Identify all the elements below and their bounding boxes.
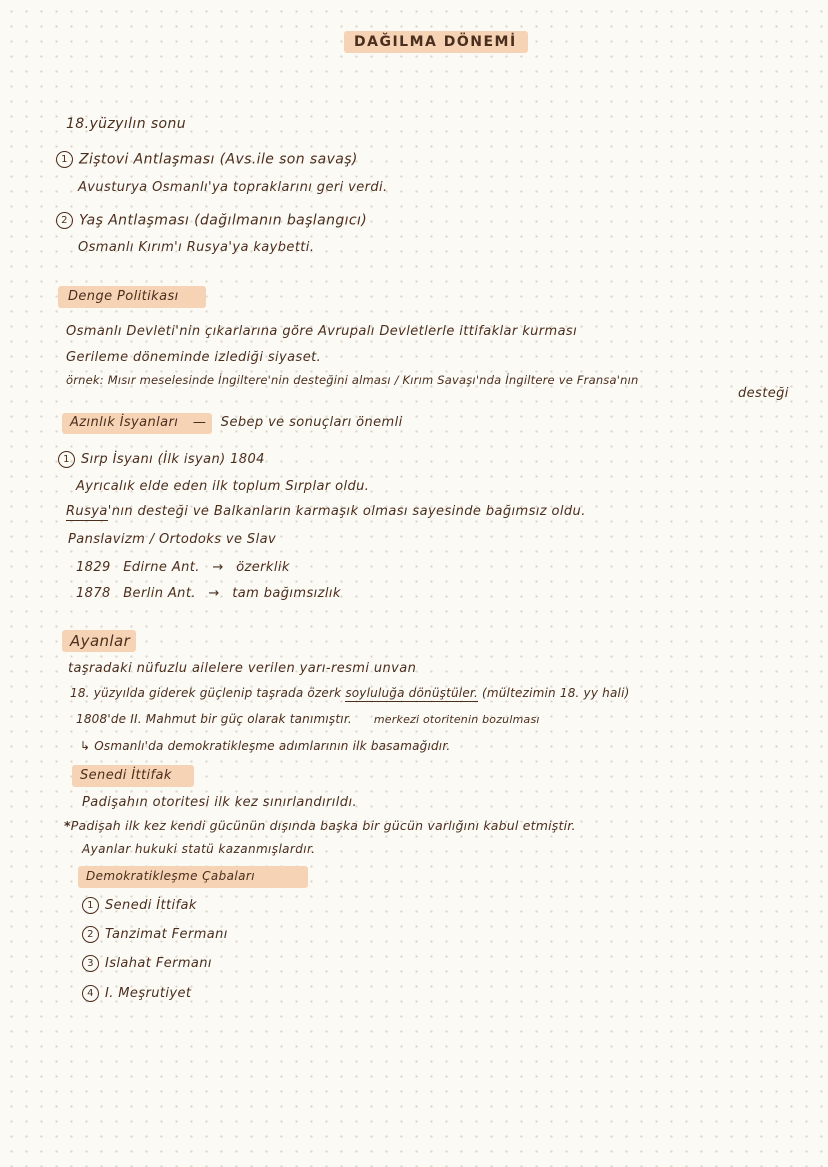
ayanlar-line-3b: II. Mahmut bir güç olarak tanımıştır. xyxy=(130,712,352,726)
demok-item-1-text: Senedi İttifak xyxy=(105,898,197,913)
demok-item-4 xyxy=(82,985,191,1002)
azinlik-heading: Azınlık İsyanları xyxy=(70,415,179,430)
edirne-line xyxy=(76,560,290,575)
demok-item-2-text: Tanzimat Fermanı xyxy=(105,927,228,942)
sened-line-1: Padişahın otoritesi ilk kez sınırlandırıldı. xyxy=(82,795,357,810)
number-1-badge-b: 1 xyxy=(58,451,75,468)
azinlik-line-3: Panslavizm / Ortodoks ve Slav xyxy=(68,532,277,547)
treaty-2-note: Osmanlı Kırım'ı Rusya'ya kaybetti. xyxy=(78,240,315,255)
demok-item-3 xyxy=(82,955,212,972)
arrow-icon: → xyxy=(208,586,220,601)
number-3-badge-c: 3 xyxy=(82,955,99,972)
denge-line-3b: desteği xyxy=(738,386,789,401)
sened-line-3: Ayanlar hukuki statü kazanmışlardır. xyxy=(82,842,316,856)
number-4-badge-c: 4 xyxy=(82,985,99,1002)
ayanlar-line-2u: soyluluğa dönüştüler. xyxy=(345,686,478,700)
demok-item-2 xyxy=(82,926,228,943)
era-heading: 18.yüzyılın sonu xyxy=(66,116,187,132)
treaty-1-note: Avusturya Osmanlı'ya topraklarını geri verdi. xyxy=(78,180,388,195)
azinlik-note: Sebep ve sonuçları önemli xyxy=(220,415,403,430)
treaty-2-text: Yaş Antlaşması (dağılmanın başlangıcı) xyxy=(79,212,368,229)
edirne-year: 1829 xyxy=(76,560,111,575)
ayanlar-line-2 xyxy=(70,686,629,700)
sened-line-2 xyxy=(64,818,576,833)
berlin-name: Berlin Ant. xyxy=(123,586,196,601)
berlin-result: tam bağımsızlık xyxy=(232,586,341,601)
treaty-1-text: Ziştovi Antlaşması (Avs.ile son savaş) xyxy=(79,151,358,168)
denge-line-1: Osmanlı Devleti'nin çıkarlarına göre Avrupalı Devletlerle ittifaklar kurması xyxy=(66,324,578,339)
azinlik-line-1: Ayrıcalık elde eden ilk toplum Sırplar oldu. xyxy=(76,479,370,494)
number-2-badge-c: 2 xyxy=(82,926,99,943)
demok-heading: Demokratikleşme Çabaları xyxy=(86,869,255,883)
ayanlar-line-4: ↳ Osmanlı'da demokratikleşme adımlarının ilk basamağıdır. xyxy=(80,739,451,753)
ayanlar-heading: Ayanlar xyxy=(70,632,131,650)
denge-line-2: Gerileme döneminde izlediği siyaset. xyxy=(66,350,322,365)
azinlik-line-2-text: 'nın desteği ve Balkanların karmaşık olması sayesinde bağımsız oldu. xyxy=(107,504,586,519)
azinlik-line-2 xyxy=(66,504,586,519)
ayanlar-line-3 xyxy=(76,712,540,726)
number-2-badge: 2 xyxy=(56,212,73,229)
berlin-line xyxy=(76,586,341,601)
rusya-word: Rusya xyxy=(66,504,108,519)
ayanlar-line-2a: 18. yüzyılda giderek güçlenip taşrada özerk xyxy=(70,686,342,700)
treaty-1 xyxy=(56,151,358,168)
edirne-name: Edirne Ant. xyxy=(123,560,200,575)
dash: — xyxy=(192,415,207,430)
ayanlar-line-1: taşradaki nüfuzlu ailelere verilen yarı-resmi unvan xyxy=(68,661,417,676)
page-title: DAĞILMA DÖNEMİ xyxy=(354,34,517,50)
star-icon: * xyxy=(64,818,71,833)
sened-line-2-text: Padişah ilk kez kendi gücünün dışında başka bir gücün varlığını kabul etmiştir. xyxy=(70,818,576,833)
berlin-year: 1878 xyxy=(76,586,111,601)
ayanlar-line-3a: 1808'de xyxy=(76,712,127,726)
arrow-icon: → xyxy=(212,560,224,575)
sirp-isyani xyxy=(58,451,265,468)
demok-item-4-text: I. Meşrutiyet xyxy=(105,986,192,1001)
number-1-badge: 1 xyxy=(56,151,73,168)
demok-item-1 xyxy=(82,897,197,914)
denge-heading: Denge Politikası xyxy=(68,289,179,304)
ayanlar-line-2b: (mültezimin 18. yy hali) xyxy=(481,686,630,700)
demok-item-3-text: Islahat Fermanı xyxy=(105,956,212,971)
number-1-badge-c: 1 xyxy=(82,897,99,914)
treaty-2 xyxy=(56,212,367,229)
azinlik-line xyxy=(70,415,403,430)
denge-line-3: örnek: Mısır meselesinde İngiltere'nin desteğini alması / Kırım Savaşı'nda İngiltere ve Fransa'nın xyxy=(66,373,639,387)
edirne-result: özerklik xyxy=(236,560,290,575)
ayanlar-line-3c: merkezi otoritenin bozulması xyxy=(373,713,540,726)
sirp-isyani-text: Sırp İsyanı (İlk isyan) 1804 xyxy=(81,452,265,467)
sened-heading: Senedi İttifak xyxy=(80,768,172,783)
